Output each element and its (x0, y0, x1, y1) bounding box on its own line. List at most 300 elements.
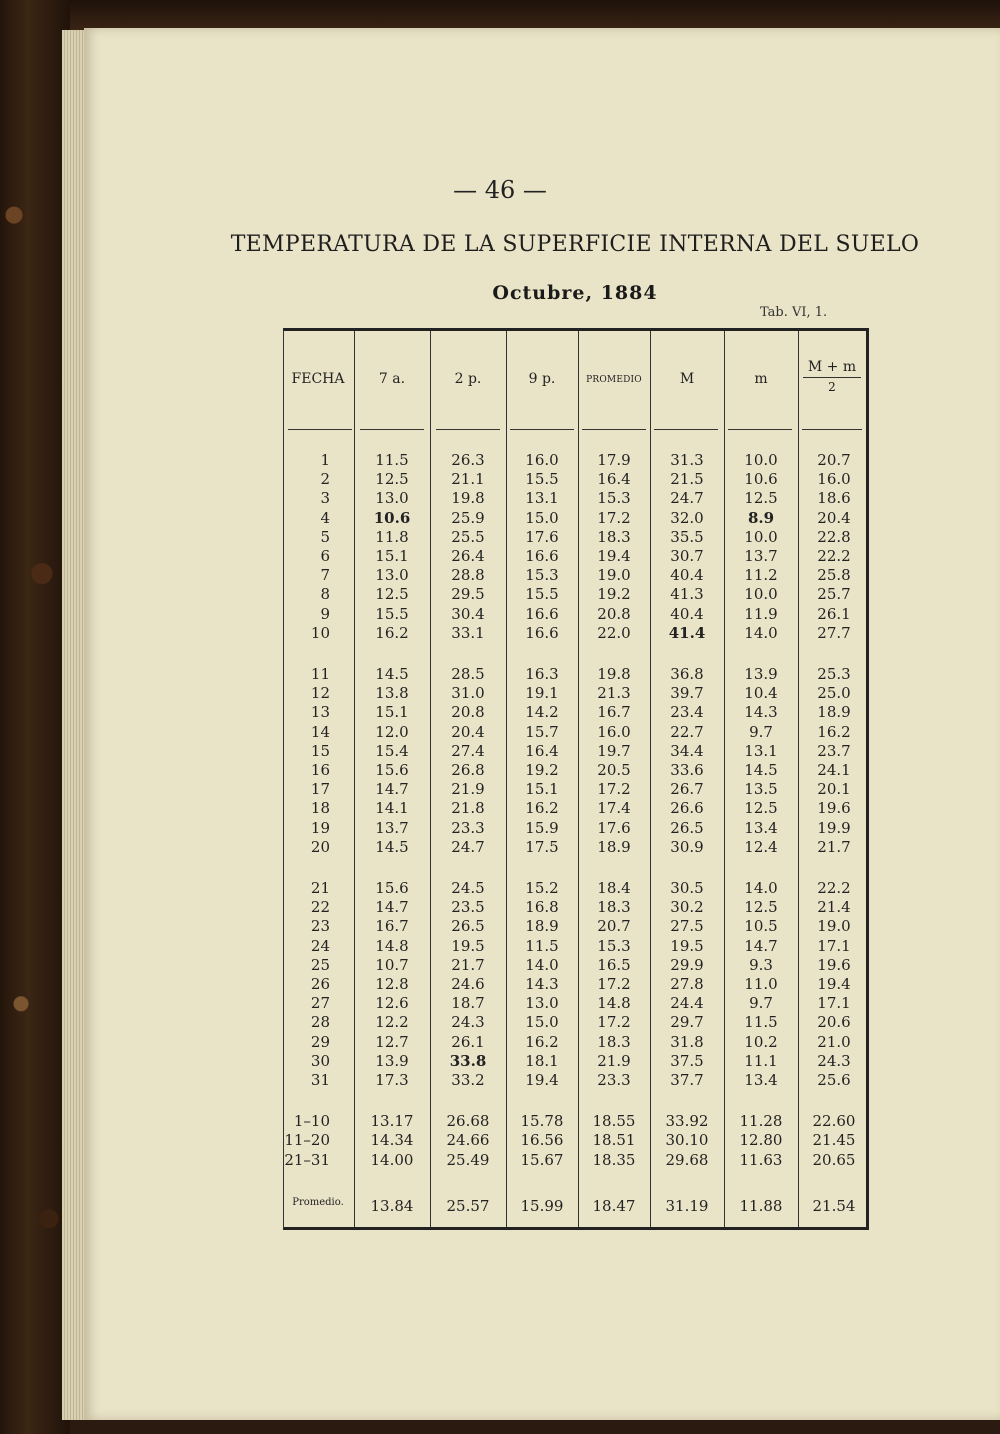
cell-mean: 17.1 (817, 936, 851, 955)
cell-mean: 22.2 (817, 547, 851, 565)
cell-2p: 26.8 (451, 761, 485, 779)
cell-fecha: 30 (310, 1051, 330, 1070)
cell-fecha: 10 (310, 623, 330, 642)
cell-9p: 16.8 (525, 898, 559, 917)
cell-mean: 17.1 (817, 994, 851, 1013)
cell-fecha: 11–20 (284, 1131, 330, 1150)
table-row (284, 975, 866, 994)
cell-promedio: 15.3 (597, 936, 631, 955)
cell-7a: 14.7 (375, 898, 409, 917)
table-row (284, 585, 866, 604)
cell-2p: 28.5 (451, 665, 485, 683)
cell-min: 11.88 (739, 1196, 783, 1215)
cell-fecha: 5 (320, 527, 330, 546)
cell-min: 14.0 (744, 879, 778, 897)
cell-min: 11.1 (744, 1051, 778, 1070)
header-rule (728, 429, 792, 430)
cell-9p: 15.99 (520, 1196, 564, 1215)
cell-9p: 15.5 (525, 585, 559, 604)
table-row (284, 1033, 866, 1052)
cell-max: 19.5 (670, 936, 704, 955)
cell-mean: 25.8 (817, 566, 851, 585)
cell-max: 37.5 (670, 1051, 704, 1070)
book-cover-marbled (0, 0, 70, 1434)
cell-9p: 18.1 (525, 1051, 559, 1070)
cell-fecha: 31 (310, 1071, 330, 1089)
cell-max: 29.7 (670, 1013, 704, 1032)
cell-promedio: 16.5 (597, 955, 631, 974)
cell-mean: 21.7 (817, 837, 851, 856)
cell-9p: 19.4 (525, 1071, 559, 1089)
cell-2p: 26.4 (451, 547, 485, 565)
cell-promedio: 16.7 (597, 703, 631, 722)
cell-9p: 15.1 (525, 780, 559, 799)
cell-mean: 19.0 (817, 917, 851, 936)
cell-7a: 14.5 (375, 665, 409, 683)
cell-fecha: 29 (310, 1032, 330, 1051)
cell-promedio: 18.3 (597, 1032, 631, 1051)
cell-mean: 21.4 (817, 898, 851, 917)
cell-7a: 13.0 (375, 489, 409, 508)
cell-promedio: 18.51 (592, 1131, 636, 1150)
cell-9p: 15.0 (525, 508, 559, 527)
cell-7a: 14.8 (375, 936, 409, 955)
cell-fecha: 3 (320, 489, 330, 508)
cell-9p: 14.3 (525, 975, 559, 993)
cell-max: 36.8 (670, 665, 704, 683)
cell-mean: 20.1 (817, 780, 851, 799)
cell-2p: 25.9 (451, 508, 485, 527)
cell-7a: 12.6 (375, 994, 409, 1013)
cell-2p: 20.4 (451, 722, 485, 741)
cell-7a: 13.7 (375, 818, 409, 837)
cell-max: 37.7 (670, 1071, 704, 1089)
cell-min: 13.7 (744, 547, 778, 565)
header-promedio: PROMEDIO (586, 375, 642, 385)
cell-mean: 22.2 (817, 879, 851, 897)
cell-mean: 18.9 (817, 703, 851, 722)
cell-min: 12.4 (744, 837, 778, 856)
cell-fecha: 18 (310, 799, 330, 818)
cell-max: 33.92 (665, 1112, 709, 1131)
header-mean-denominator: 2 (828, 380, 836, 394)
cell-min: 10.2 (744, 1032, 778, 1051)
cell-7a: 15.1 (375, 547, 409, 565)
cell-min: 14.5 (744, 761, 778, 779)
table-row (284, 742, 866, 761)
cell-min: 10.6 (744, 470, 778, 489)
table-row (284, 528, 866, 547)
table-row (284, 665, 866, 684)
cell-2p: 21.7 (451, 955, 485, 974)
cell-promedio: 18.47 (592, 1196, 636, 1215)
cell-min: 12.80 (739, 1131, 783, 1150)
cell-min: 14.0 (744, 623, 778, 642)
table-row (284, 898, 866, 917)
cell-min: 10.0 (744, 527, 778, 546)
cell-fecha: 6 (320, 547, 330, 565)
cell-promedio: 20.5 (597, 761, 631, 779)
cell-max: 41.3 (670, 585, 704, 604)
cell-min: 9.3 (749, 955, 773, 974)
cell-max: 24.7 (670, 489, 704, 508)
total-row (284, 1197, 866, 1216)
cell-7a: 16.2 (375, 623, 409, 642)
cell-max: 32.0 (670, 508, 704, 527)
cell-7a: 17.3 (375, 1071, 409, 1089)
cell-mean: 27.7 (817, 623, 851, 642)
cell-9p: 18.9 (525, 917, 559, 936)
table-row (284, 761, 866, 780)
cell-fecha: 24 (310, 936, 330, 955)
cell-promedio: 21.3 (597, 684, 631, 703)
cell-fecha: 16 (310, 761, 330, 779)
cell-promedio: 19.4 (597, 547, 631, 565)
cell-promedio: 18.3 (597, 898, 631, 917)
cell-2p: 29.5 (451, 585, 485, 604)
cell-min: 12.5 (744, 799, 778, 818)
cell-7a: 14.7 (375, 780, 409, 799)
cell-max: 29.9 (670, 955, 704, 974)
cell-min: 13.4 (744, 1071, 778, 1089)
cell-min: 11.2 (744, 566, 778, 585)
cell-9p: 16.2 (525, 799, 559, 818)
cell-9p: 17.6 (525, 527, 559, 546)
table-row (284, 509, 866, 528)
header-2p: 2 p. (454, 371, 482, 387)
cell-2p: 21.9 (451, 780, 485, 799)
cell-min: 11.63 (739, 1150, 783, 1169)
cell-2p: 21.1 (451, 470, 485, 489)
cell-min: 12.5 (744, 898, 778, 917)
cell-7a: 12.2 (375, 1013, 409, 1032)
cell-9p: 15.3 (525, 566, 559, 585)
table-row (284, 879, 866, 898)
cell-promedio: 16.0 (597, 722, 631, 741)
cell-mean: 19.4 (817, 975, 851, 993)
cell-2p: 25.57 (446, 1196, 490, 1215)
cell-mean: 19.6 (817, 955, 851, 974)
header-rule (510, 429, 574, 430)
cell-mean: 25.0 (817, 684, 851, 703)
cell-max: 41.4 (668, 623, 706, 642)
cell-9p: 16.2 (525, 1032, 559, 1051)
table-row (284, 780, 866, 799)
cell-7a: 10.7 (375, 955, 409, 974)
cell-9p: 14.2 (525, 703, 559, 722)
cell-fecha: 8 (320, 585, 330, 604)
cell-promedio: 17.2 (597, 508, 631, 527)
cell-fecha: 1–10 (293, 1112, 330, 1131)
cell-fecha: 2 (320, 470, 330, 489)
cell-9p: 16.0 (525, 451, 559, 469)
cell-2p: 24.66 (446, 1131, 490, 1150)
cell-fecha: 17 (310, 780, 330, 799)
cell-min: 11.9 (744, 604, 778, 623)
cell-max: 26.5 (670, 818, 704, 837)
summary-row (284, 1112, 866, 1131)
cell-2p: 33.8 (449, 1051, 487, 1070)
cell-min: 9.7 (749, 722, 773, 741)
cell-max: 39.7 (670, 684, 704, 703)
cell-mean: 21.45 (812, 1131, 856, 1150)
cell-9p: 16.56 (520, 1131, 564, 1150)
cell-2p: 28.8 (451, 566, 485, 585)
cell-max: 27.8 (670, 975, 704, 993)
cell-fecha: 20 (310, 837, 330, 856)
cell-min: 14.3 (744, 703, 778, 722)
cell-min: 11.5 (744, 1013, 778, 1032)
cell-2p: 26.5 (451, 917, 485, 936)
cell-9p: 19.1 (525, 684, 559, 703)
cell-mean: 20.4 (817, 508, 851, 527)
book-cover-top (0, 0, 1000, 30)
cell-mean: 18.6 (817, 489, 851, 508)
cell-fecha: 22 (310, 898, 330, 917)
cell-7a: 13.84 (370, 1196, 414, 1215)
cell-min: 12.5 (744, 489, 778, 508)
cell-2p: 24.6 (451, 975, 485, 993)
table-row (284, 956, 866, 975)
cell-fecha: 26 (310, 975, 330, 993)
cell-promedio: 17.9 (597, 451, 631, 469)
cell-7a: 11.5 (375, 451, 409, 469)
cell-min: 13.4 (744, 818, 778, 837)
cell-max: 30.2 (670, 898, 704, 917)
header-rule (582, 429, 646, 430)
cell-7a: 15.5 (375, 604, 409, 623)
cell-min: 14.7 (744, 936, 778, 955)
cell-max: 30.7 (670, 547, 704, 565)
page-title: TEMPERATURA DE LA SUPERFICIE INTERNA DEL SUELO (230, 232, 920, 257)
cell-2p: 31.0 (451, 684, 485, 703)
cell-max: 30.9 (670, 837, 704, 856)
cell-2p: 26.1 (451, 1032, 485, 1051)
table-row (284, 937, 866, 956)
cell-fecha: 15 (310, 741, 330, 760)
cell-2p: 24.5 (451, 879, 485, 897)
cell-min: 11.0 (744, 975, 778, 993)
header-mean-numerator: M + m (803, 359, 861, 378)
cell-max: 33.6 (670, 761, 704, 779)
cell-min: 10.4 (744, 684, 778, 703)
cell-7a: 15.6 (375, 761, 409, 779)
cell-mean: 24.1 (817, 761, 851, 779)
header-rule (654, 429, 718, 430)
cell-fecha: 23 (310, 917, 330, 936)
cell-7a: 12.7 (375, 1032, 409, 1051)
table-row (284, 547, 866, 566)
cell-fecha: 1 (320, 451, 330, 469)
header-max: M (679, 371, 695, 387)
cell-2p: 26.68 (446, 1112, 490, 1131)
cell-2p: 23.3 (451, 818, 485, 837)
cell-7a: 10.6 (373, 508, 411, 527)
cell-2p: 27.4 (451, 741, 485, 760)
cell-promedio: 21.9 (597, 1051, 631, 1070)
cell-max: 35.5 (670, 527, 704, 546)
cell-max: 21.5 (670, 470, 704, 489)
cell-9p: 16.6 (525, 623, 559, 642)
cell-9p: 13.1 (525, 489, 559, 508)
cell-9p: 11.5 (525, 936, 559, 955)
cell-max: 40.4 (670, 604, 704, 623)
cell-promedio: 18.9 (597, 837, 631, 856)
cell-7a: 12.0 (375, 722, 409, 741)
table-row (284, 838, 866, 857)
cell-7a: 14.00 (370, 1150, 414, 1169)
cell-2p: 19.5 (451, 936, 485, 955)
cell-promedio: 23.3 (597, 1071, 631, 1089)
cell-max: 26.6 (670, 799, 704, 818)
header-rule (360, 429, 424, 430)
cell-min: 10.0 (744, 585, 778, 604)
cell-min: 13.9 (744, 665, 778, 683)
cell-fecha: Promedio. (292, 1196, 344, 1208)
header-rule (802, 429, 862, 430)
header-min: m (754, 371, 768, 387)
cell-promedio: 15.3 (597, 489, 631, 508)
cell-mean: 22.8 (817, 527, 851, 546)
cell-max: 30.5 (670, 879, 704, 897)
table-row (284, 470, 866, 489)
temperature-table (283, 328, 869, 1230)
cell-fecha: 12 (310, 684, 330, 703)
page-subtitle: Octubre, 1884 (492, 282, 658, 304)
cell-fecha: 27 (310, 994, 330, 1013)
table-row (284, 489, 866, 508)
cell-min: 13.1 (744, 741, 778, 760)
cell-fecha: 11 (310, 665, 330, 683)
cell-9p: 15.9 (525, 818, 559, 837)
table-row (284, 624, 866, 643)
cell-9p: 15.5 (525, 470, 559, 489)
cell-7a: 14.34 (370, 1131, 414, 1150)
summary-row (284, 1151, 866, 1170)
cell-min: 10.0 (744, 451, 778, 469)
cell-promedio: 19.8 (597, 665, 631, 683)
table-row (284, 819, 866, 838)
cell-promedio: 16.4 (597, 470, 631, 489)
header-7a: 7 a. (378, 371, 406, 387)
cell-promedio: 18.35 (592, 1150, 636, 1169)
cell-7a: 16.7 (375, 917, 409, 936)
cell-fecha: 9 (320, 604, 330, 623)
cell-mean: 19.6 (817, 799, 851, 818)
cell-min: 8.9 (747, 508, 775, 527)
cell-max: 29.68 (665, 1150, 709, 1169)
cell-9p: 14.0 (525, 955, 559, 974)
cell-2p: 20.8 (451, 703, 485, 722)
cell-mean: 26.1 (817, 604, 851, 623)
cell-mean: 21.0 (817, 1032, 851, 1051)
table-row (284, 703, 866, 722)
table-row (284, 684, 866, 703)
cell-2p: 18.7 (451, 994, 485, 1013)
cell-promedio: 19.0 (597, 566, 631, 585)
cell-2p: 33.1 (451, 623, 485, 642)
table-row (284, 1071, 866, 1090)
cell-mean: 25.7 (817, 585, 851, 604)
cell-max: 40.4 (670, 566, 704, 585)
cell-9p: 15.2 (525, 879, 559, 897)
cell-2p: 26.3 (451, 451, 485, 469)
cell-max: 24.4 (670, 994, 704, 1013)
cell-mean: 19.9 (817, 818, 851, 837)
cell-mean: 22.60 (812, 1112, 856, 1131)
cell-2p: 25.49 (446, 1150, 490, 1169)
cell-7a: 13.17 (370, 1112, 414, 1131)
table-row (284, 994, 866, 1013)
table-row (284, 917, 866, 936)
cell-2p: 19.8 (451, 489, 485, 508)
cell-7a: 13.8 (375, 684, 409, 703)
page-number: — 46 — (453, 176, 547, 204)
table-row (284, 605, 866, 624)
cell-promedio: 18.3 (597, 527, 631, 546)
cell-2p: 21.8 (451, 799, 485, 818)
cell-max: 27.5 (670, 917, 704, 936)
cell-mean: 16.0 (817, 470, 851, 489)
cell-2p: 30.4 (451, 604, 485, 623)
cell-9p: 13.0 (525, 994, 559, 1013)
cell-promedio: 19.2 (597, 585, 631, 604)
cell-mean: 25.6 (817, 1071, 851, 1089)
cell-7a: 15.1 (375, 703, 409, 722)
cell-9p: 16.6 (525, 547, 559, 565)
cell-promedio: 17.2 (597, 975, 631, 993)
cell-max: 31.8 (670, 1032, 704, 1051)
cell-mean: 20.6 (817, 1013, 851, 1032)
cell-9p: 19.2 (525, 761, 559, 779)
cell-9p: 15.0 (525, 1013, 559, 1032)
cell-fecha: 28 (310, 1013, 330, 1032)
header-rule (288, 429, 352, 430)
cell-9p: 15.78 (520, 1112, 564, 1131)
table-reference: Tab. VI, 1. (760, 305, 828, 320)
cell-max: 23.4 (670, 703, 704, 722)
cell-mean: 20.7 (817, 451, 851, 469)
cell-9p: 17.5 (525, 837, 559, 856)
cell-promedio: 17.6 (597, 818, 631, 837)
cell-max: 34.4 (670, 741, 704, 760)
cell-promedio: 18.55 (592, 1112, 636, 1131)
cell-7a: 12.5 (375, 470, 409, 489)
cell-fecha: 7 (320, 566, 330, 585)
table-row (284, 451, 866, 470)
header-rule (436, 429, 500, 430)
cell-2p: 24.3 (451, 1013, 485, 1032)
cell-max: 22.7 (670, 722, 704, 741)
cell-fecha: 14 (310, 722, 330, 741)
cell-mean: 25.3 (817, 665, 851, 683)
cell-promedio: 17.2 (597, 1013, 631, 1032)
cell-mean: 23.7 (817, 741, 851, 760)
cell-mean: 16.2 (817, 722, 851, 741)
cell-max: 26.7 (670, 780, 704, 799)
cell-9p: 16.6 (525, 604, 559, 623)
cell-7a: 13.9 (375, 1051, 409, 1070)
cell-fecha: 25 (310, 955, 330, 974)
cell-promedio: 20.7 (597, 917, 631, 936)
cell-7a: 14.5 (375, 837, 409, 856)
cell-promedio: 19.7 (597, 741, 631, 760)
table-row (284, 723, 866, 742)
cell-7a: 12.8 (375, 975, 409, 993)
cell-2p: 23.5 (451, 898, 485, 917)
cell-promedio: 14.8 (597, 994, 631, 1013)
cell-promedio: 20.8 (597, 604, 631, 623)
